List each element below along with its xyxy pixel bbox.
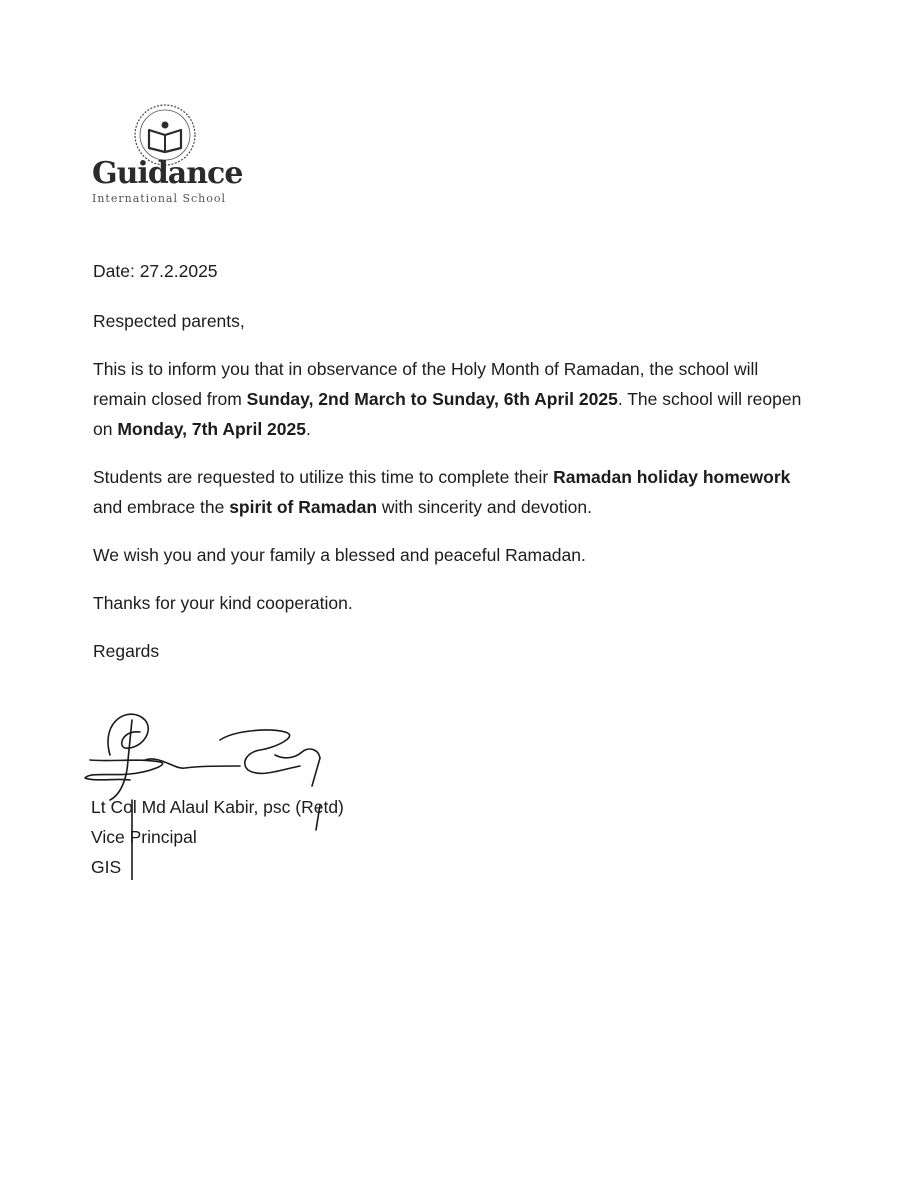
signatory-name: Lt Col Md Alaul Kabir, psc (Retd) [91,797,344,817]
letter-body [93,256,813,684]
logo-subtitle: International School [92,192,227,205]
reopen-date: Monday, 7th April 2025 [117,419,306,439]
homework-highlight: Ramadan holiday homework [553,467,791,487]
spirit-highlight: spirit of Ramadan [229,497,378,517]
salutation: Respected parents, [93,311,245,331]
wish-paragraph: We wish you and your family a blessed and peaceful Ramadan. [93,545,586,565]
logo-wordmark: Guidance [92,156,243,191]
closure-dates: Sunday, 2nd March to Sunday, 6th April 2025 [246,389,618,409]
signatory-block [91,792,344,882]
signatory-org: GIS [91,857,122,877]
homework-paragraph: Students are requested to utilize this time to complete their Ramadan holiday homework and embrace the spirit of Ramadan with sincerity and devotion. [93,467,791,517]
closure-paragraph: This is to inform you that in observance of the Holy Month of Ramadan, the school will remain closed from Sunday, 2nd March to Sunday, 6th April 2025. The school will reopen on Monday, 7th April 2025. [93,359,802,439]
thanks-paragraph: Thanks for your kind cooperation. [93,593,353,613]
letter-date: Date: 27.2.2025 [93,261,218,281]
school-logo [90,100,250,210]
signatory-title: Vice Principal [91,827,197,847]
closing: Regards [93,641,160,661]
